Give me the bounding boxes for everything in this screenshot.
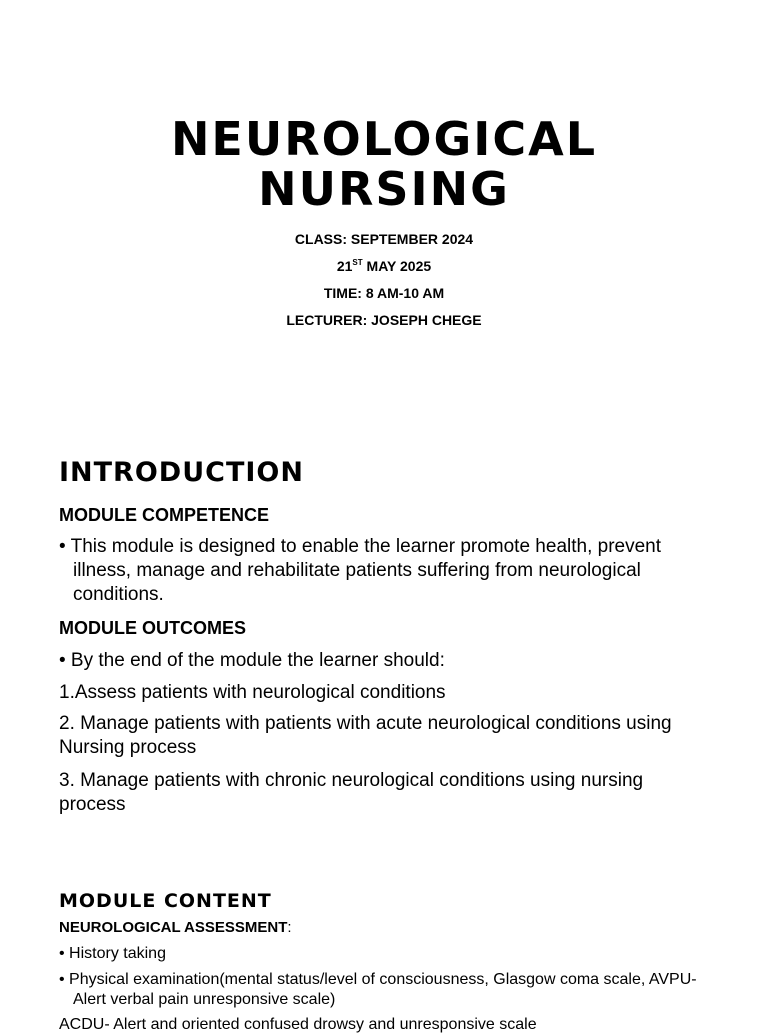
module-competence-heading: MODULE COMPETENCE (59, 505, 270, 525)
lecturer-label: LECTURER: JOSEPH CHEGE (286, 312, 482, 328)
outcome-item-3: 3. Manage patients with chronic neurological conditions using nursing process (59, 770, 644, 815)
date-suffix: ST (352, 258, 363, 267)
title-line-2: NURSING (258, 162, 510, 216)
date-rest: MAY 2025 (362, 258, 432, 274)
introduction-heading: INTRODUCTION (59, 457, 304, 488)
neurological-assessment-heading (59, 918, 292, 937)
acdu-line: ACDU- Alert and oriented confused drowsy and unresponsive scale (59, 1016, 537, 1033)
outcome-item-1: 1.Assess patients with neurological conditions (59, 682, 446, 703)
module-content-heading: MODULE CONTENT (59, 890, 272, 912)
date-day: 21 (336, 258, 353, 274)
competence-text: • This module is designed to enable the learner promote health, prevent illness, manage and rehabilitate patients suffering from neurological conditions. (59, 536, 662, 605)
assessment-item-physical: • Physical examination(mental status/level of consciousness, Glasgow coma scale, AVPU-Alert verbal pain unresponsive scale) (59, 971, 697, 1008)
assessment-heading-text: NEUROLOGICAL ASSESSMENT (59, 919, 288, 936)
assessment-colon: : (287, 919, 292, 936)
assessment-item-history: • History taking (59, 945, 166, 962)
module-outcomes-heading: MODULE OUTCOMES (59, 618, 246, 638)
time-label: TIME: 8 AM-10 AM (323, 285, 445, 301)
class-label: CLASS: SEPTEMBER 2024 (294, 231, 474, 247)
title-line-1: NEUROLOGICAL (170, 112, 598, 166)
outcomes-intro: • By the end of the module the learner should: (59, 650, 445, 671)
date-label (0, 257, 768, 275)
outcome-item-2: 2. Manage patients with patients with acute neurological conditions using Nursing process (59, 713, 672, 758)
document-title (0, 114, 768, 214)
